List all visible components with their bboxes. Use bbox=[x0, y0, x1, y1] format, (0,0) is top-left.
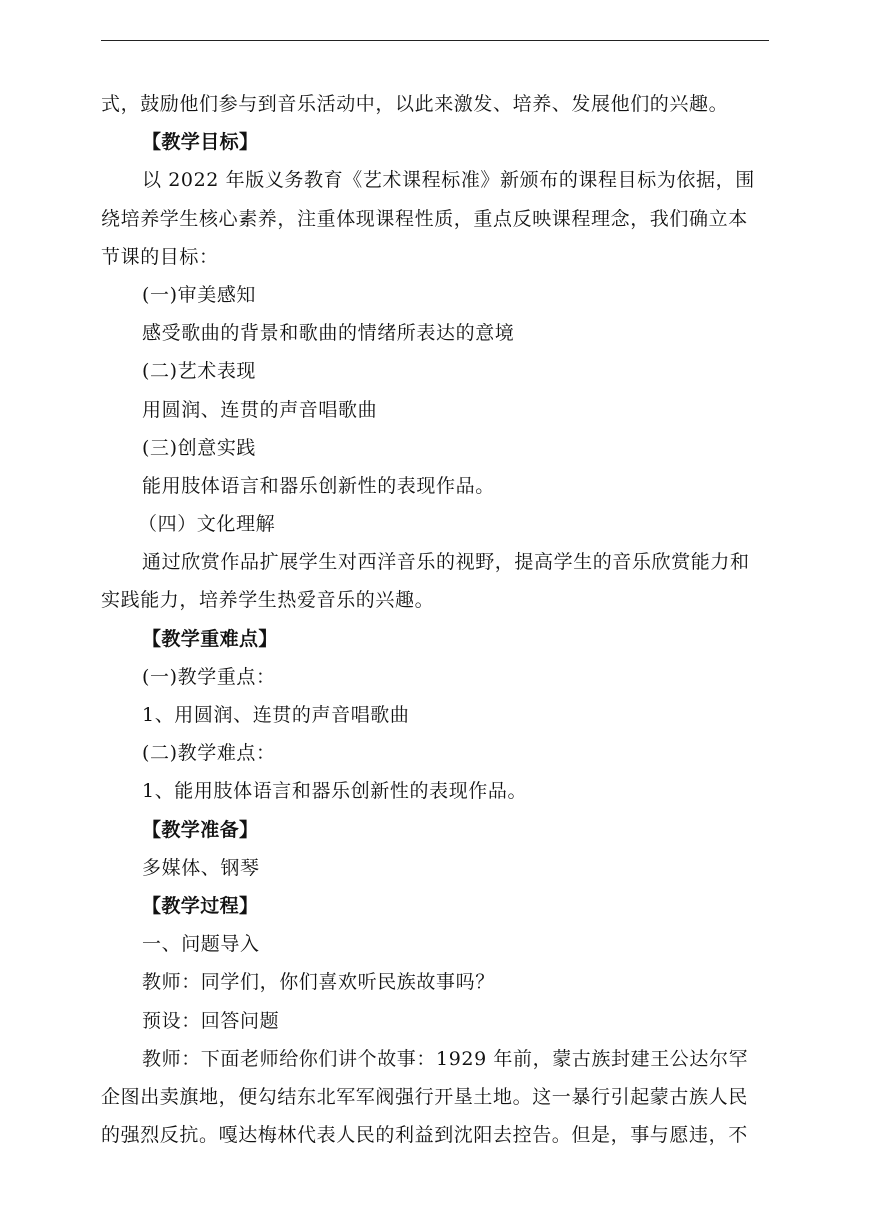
goal-title-culture: （四）文化理解 bbox=[138, 513, 276, 536]
key-point-title: (二)教学难点： bbox=[142, 742, 276, 765]
goal-text: 能用肢体语言和器乐创新性的表现作品。 bbox=[142, 474, 495, 497]
section-heading-preparation: 【教学准备】 bbox=[142, 818, 259, 841]
goal-title-practice: (三)创意实践 bbox=[142, 436, 257, 459]
paragraph-line: 通过欣赏作品扩展学生对西洋音乐的视野，提高学生的音乐欣赏能力和 bbox=[142, 551, 750, 574]
dialogue-line: 预设：回答问题 bbox=[142, 1009, 280, 1032]
key-point-item: 1、能用肢体语言和器乐创新性的表现作品。 bbox=[142, 780, 528, 803]
paragraph-line: 绕培养学生核心素养，注重体现课程性质，重点反映课程理念，我们确立本 bbox=[101, 207, 748, 230]
step-title: 一、问题导入 bbox=[142, 933, 260, 956]
key-point-item: 1、用圆润、连贯的声音唱歌曲 bbox=[142, 704, 410, 726]
goal-text: 感受歌曲的背景和歌曲的情绪所表达的意境 bbox=[142, 322, 515, 345]
paragraph-line: 式，鼓励他们参与到音乐活动中，以此来激发、培养、发展他们的兴趣。 bbox=[101, 93, 729, 115]
key-point-title: (一)教学重点： bbox=[142, 665, 276, 688]
goal-title-aesthetic: (一)审美感知 bbox=[142, 283, 257, 306]
paragraph-line: 以 2022 年版义务教育《艺术课程标准》新颁布的课程目标为依据，围 bbox=[142, 169, 755, 192]
document-body bbox=[101, 85, 773, 1154]
paragraph-line: 的强烈反抗。嘎达梅林代表人民的利益到沈阳去控告。但是，事与愿违，不 bbox=[101, 1124, 748, 1147]
paragraph-line: 实践能力，培养学生热爱音乐的兴趣。 bbox=[101, 589, 435, 612]
section-heading-goals: 【教学目标】 bbox=[142, 131, 259, 154]
dialogue-line: 教师：下面老师给你们讲个故事：1929 年前，蒙古族封建王公达尔罕 bbox=[142, 1047, 749, 1070]
paragraph-line: 节课的目标： bbox=[101, 245, 219, 268]
section-heading-process: 【教学过程】 bbox=[142, 894, 259, 917]
preparation-text: 多媒体、钢琴 bbox=[142, 856, 260, 879]
paragraph-line: 企图出卖旗地，便勾结东北军军阀强行开垦土地。这一暴行引起蒙古族人民 bbox=[101, 1085, 748, 1108]
section-heading-key-points: 【教学重难点】 bbox=[142, 627, 278, 650]
dialogue-line: 教师：同学们，你们喜欢听民族故事吗？ bbox=[142, 971, 495, 994]
header-rule bbox=[101, 40, 769, 41]
goal-title-expression: (二)艺术表现 bbox=[142, 360, 257, 383]
goal-text: 用圆润、连贯的声音唱歌曲 bbox=[142, 398, 378, 421]
